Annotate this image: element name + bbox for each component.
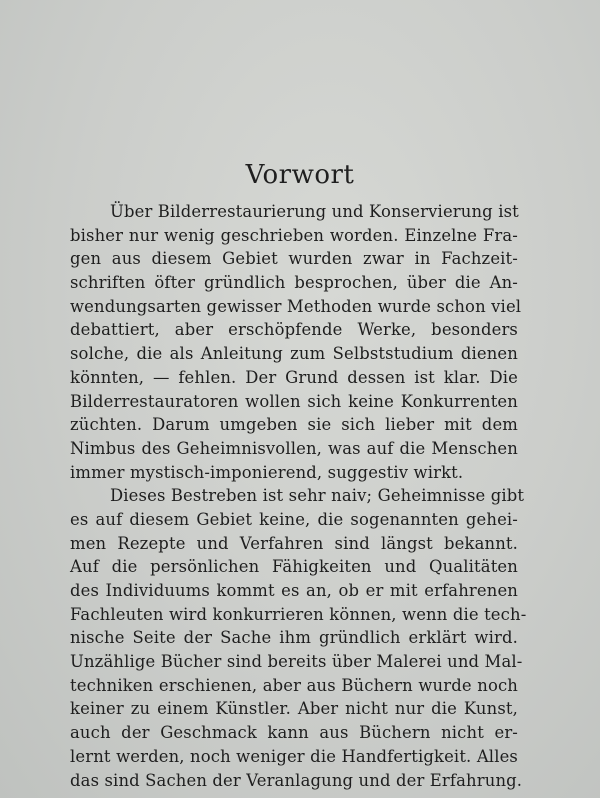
- text-line: wendungsarten gewisser Methoden wurde schon viel: [70, 296, 522, 316]
- text-line: solche, die als Anleitung zum Selbststudium dienen: [70, 344, 518, 364]
- text-line: lernt werden, noch weniger die Handfertigkeit. Alles: [70, 746, 518, 766]
- body-text: [70, 200, 527, 792]
- text-line: keiner zu einem Künstler. Aber nicht nur die Kunst,: [70, 699, 518, 719]
- text-line: schriften öfter gründlich besprochen, über die An-: [70, 273, 518, 293]
- text-line: bisher nur wenig geschrieben worden. Einzelne Fra-: [70, 225, 518, 245]
- text-line: es auf diesem Gebiet keine, die sogenannten gehei-: [70, 509, 518, 529]
- text-line: Bilderrestauratoren wollen sich keine Konkurrenten: [70, 391, 518, 411]
- text-line: nische Seite der Sache ihm gründlich erklärt wird.: [70, 628, 518, 648]
- text-line: könnten, — fehlen. Der Grund dessen ist klar. Die: [70, 367, 518, 387]
- paragraph-2: [70, 484, 527, 792]
- text-line: immer mystisch-imponierend, suggestiv wirkt.: [70, 462, 464, 482]
- text-line: Fachleuten wird konkurrieren können, wenn die tech-: [70, 604, 527, 624]
- text-line: das sind Sachen der Veranlagung und der Erfahrung.: [70, 770, 523, 790]
- text-line: auch der Geschmack kann aus Büchern nicht er-: [70, 723, 518, 743]
- text-line: Nimbus des Geheimnisvollen, was auf die Menschen: [70, 438, 518, 458]
- paragraph-1: [70, 200, 522, 484]
- text-line: des Individuums kommt es an, ob er mit erfahrenen: [70, 581, 518, 600]
- text-line: züchten. Darum umgeben sie sich lieber mit dem: [70, 415, 518, 435]
- text-line: men Rezepte und Verfahren sind längst bekannt.: [70, 533, 518, 553]
- text-line: Dieses Bestreben ist sehr naiv; Geheimnisse gibt: [110, 486, 525, 506]
- page-title: Vorwort: [245, 160, 355, 190]
- text-line: Auf die persönlichen Fähigkeiten und Qualitäten: [70, 557, 518, 577]
- text-line: gen aus diesem Gebiet wurden zwar in Fachzeit-: [70, 249, 518, 269]
- text-line: Über Bilderrestaurierung und Konservierung ist: [110, 202, 519, 221]
- text-line: Unzählige Bücher sind bereits über Malerei und Mal-: [70, 652, 523, 672]
- text-line: debattiert, aber erschöpfende Werke, besonders: [70, 320, 518, 340]
- text-line: techniken erschienen, aber aus Büchern wurde noch: [70, 675, 518, 695]
